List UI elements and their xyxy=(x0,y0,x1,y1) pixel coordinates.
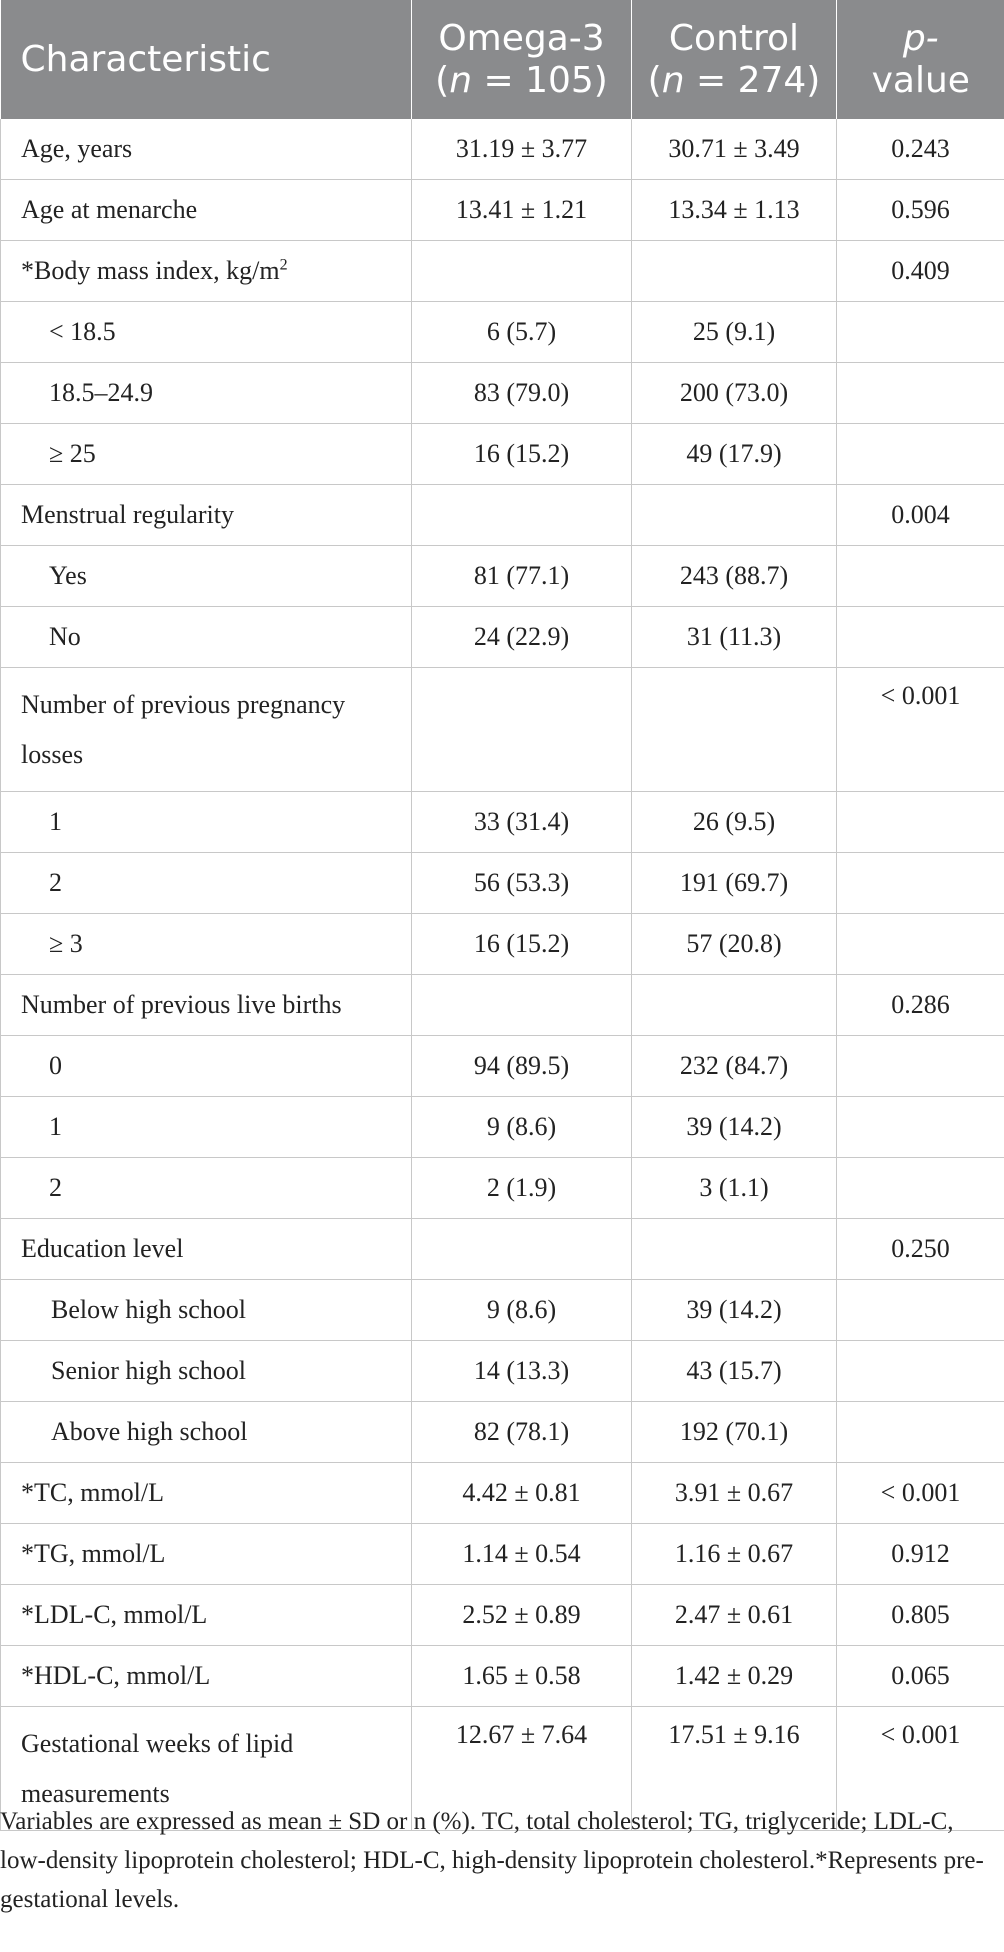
cell-pvalue xyxy=(837,1036,1004,1097)
header-characteristic: Characteristic xyxy=(1,0,412,119)
cell-control: 17.51 ± 9.16 xyxy=(632,1707,837,1831)
cell-pvalue xyxy=(837,424,1004,485)
row-label: 1 xyxy=(1,792,412,853)
row-label: Number of previous pregnancy losses xyxy=(1,668,412,792)
cell-control: 31 (11.3) xyxy=(632,607,837,668)
cell-pvalue xyxy=(837,1097,1004,1158)
cell-pvalue xyxy=(837,546,1004,607)
cell-omega3 xyxy=(412,668,632,792)
row-label: Gestational weeks of lipid measurements xyxy=(1,1707,412,1831)
cell-control: 57 (20.8) xyxy=(632,914,837,975)
cell-pvalue: 0.286 xyxy=(837,975,1004,1036)
row-label: 2 xyxy=(1,853,412,914)
cell-pvalue xyxy=(837,1402,1004,1463)
header-pvalue-line2: value xyxy=(871,59,970,101)
row-label: *LDL-C, mmol/L xyxy=(1,1585,412,1646)
cell-omega3 xyxy=(412,241,632,302)
table-row xyxy=(1,241,1004,302)
cell-pvalue xyxy=(837,853,1004,914)
cell-pvalue: 0.409 xyxy=(837,241,1004,302)
cell-omega3: 16 (15.2) xyxy=(412,914,632,975)
table-row xyxy=(1,1524,1004,1585)
header-pvalue-line1: p- xyxy=(902,17,939,59)
cell-omega3: 6 (5.7) xyxy=(412,302,632,363)
cell-pvalue xyxy=(837,1341,1004,1402)
row-label: Education level xyxy=(1,1219,412,1280)
cell-omega3: 56 (53.3) xyxy=(412,853,632,914)
row-label: Number of previous live births xyxy=(1,975,412,1036)
row-label: Age at menarche xyxy=(1,180,412,241)
table-row xyxy=(1,853,1004,914)
cell-omega3: 4.42 ± 0.81 xyxy=(412,1463,632,1524)
cell-omega3: 1.65 ± 0.58 xyxy=(412,1646,632,1707)
row-label: *TC, mmol/L xyxy=(1,1463,412,1524)
cell-omega3: 83 (79.0) xyxy=(412,363,632,424)
cell-omega3: 24 (22.9) xyxy=(412,607,632,668)
cell-omega3: 31.19 ± 3.77 xyxy=(412,119,632,180)
cell-control: 25 (9.1) xyxy=(632,302,837,363)
cell-omega3 xyxy=(412,1219,632,1280)
cell-pvalue xyxy=(837,1158,1004,1219)
row-label: No xyxy=(1,607,412,668)
header-omega3-name: Omega-3 xyxy=(438,17,605,59)
row-label: 2 xyxy=(1,1158,412,1219)
cell-pvalue xyxy=(837,1280,1004,1341)
table-row xyxy=(1,607,1004,668)
cell-control: 39 (14.2) xyxy=(632,1280,837,1341)
table-row xyxy=(1,1341,1004,1402)
superscript: 2 xyxy=(279,256,288,274)
table-row xyxy=(1,1463,1004,1524)
table-row xyxy=(1,1585,1004,1646)
row-label: Menstrual regularity xyxy=(1,485,412,546)
table-row xyxy=(1,424,1004,485)
cell-omega3: 2 (1.9) xyxy=(412,1158,632,1219)
table-row xyxy=(1,302,1004,363)
row-label: Senior high school xyxy=(1,1341,412,1402)
cell-control: 49 (17.9) xyxy=(632,424,837,485)
row-label: ≥ 3 xyxy=(1,914,412,975)
cell-omega3: 1.14 ± 0.54 xyxy=(412,1524,632,1585)
cell-control xyxy=(632,668,837,792)
cell-pvalue: 0.004 xyxy=(837,485,1004,546)
cell-pvalue xyxy=(837,363,1004,424)
cell-omega3: 94 (89.5) xyxy=(412,1036,632,1097)
cell-control: 30.71 ± 3.49 xyxy=(632,119,837,180)
cell-control: 1.16 ± 0.67 xyxy=(632,1524,837,1585)
cell-control: 26 (9.5) xyxy=(632,792,837,853)
row-label: < 18.5 xyxy=(1,302,412,363)
cell-control: 200 (73.0) xyxy=(632,363,837,424)
row-label: *HDL-C, mmol/L xyxy=(1,1646,412,1707)
cell-pvalue xyxy=(837,792,1004,853)
table-row xyxy=(1,180,1004,241)
cell-pvalue: 0.250 xyxy=(837,1219,1004,1280)
table-row xyxy=(1,119,1004,180)
cell-omega3: 9 (8.6) xyxy=(412,1097,632,1158)
cell-control xyxy=(632,485,837,546)
cell-control: 2.47 ± 0.61 xyxy=(632,1585,837,1646)
cell-pvalue: 0.596 xyxy=(837,180,1004,241)
header-omega3-n: (n = 105) xyxy=(435,59,608,101)
cell-omega3: 14 (13.3) xyxy=(412,1341,632,1402)
cell-pvalue: 0.912 xyxy=(837,1524,1004,1585)
cell-control: 1.42 ± 0.29 xyxy=(632,1646,837,1707)
table-row xyxy=(1,1036,1004,1097)
header-control-n: (n = 274) xyxy=(647,59,821,101)
cell-pvalue xyxy=(837,607,1004,668)
cell-omega3: 9 (8.6) xyxy=(412,1280,632,1341)
cell-control: 13.34 ± 1.13 xyxy=(632,180,837,241)
row-label: *TG, mmol/L xyxy=(1,1524,412,1585)
cell-omega3: 82 (78.1) xyxy=(412,1402,632,1463)
table-row xyxy=(1,546,1004,607)
row-label: ≥ 25 xyxy=(1,424,412,485)
table-header-row xyxy=(1,0,1004,119)
row-label: Below high school xyxy=(1,1280,412,1341)
cell-pvalue: < 0.001 xyxy=(837,668,1004,792)
cell-control: 3.91 ± 0.67 xyxy=(632,1463,837,1524)
cell-omega3: 13.41 ± 1.21 xyxy=(412,180,632,241)
row-label: 18.5–24.9 xyxy=(1,363,412,424)
cell-control xyxy=(632,975,837,1036)
table-row xyxy=(1,914,1004,975)
table-row xyxy=(1,1219,1004,1280)
cell-control xyxy=(632,241,837,302)
cell-control: 3 (1.1) xyxy=(632,1158,837,1219)
cell-omega3 xyxy=(412,975,632,1036)
cell-omega3 xyxy=(412,485,632,546)
cell-pvalue: 0.065 xyxy=(837,1646,1004,1707)
row-label: *Body mass index, $kg/m^2$ xyxy=(1,241,412,302)
cell-control: 232 (84.7) xyxy=(632,1036,837,1097)
cell-control: 43 (15.7) xyxy=(632,1341,837,1402)
table-row xyxy=(1,1097,1004,1158)
table-row xyxy=(1,1402,1004,1463)
cell-control: 191 (69.7) xyxy=(632,853,837,914)
row-label: Age, years xyxy=(1,119,412,180)
table-row xyxy=(1,975,1004,1036)
cell-control: 39 (14.2) xyxy=(632,1097,837,1158)
cell-control: 243 (88.7) xyxy=(632,546,837,607)
table-row xyxy=(1,1280,1004,1341)
cell-control xyxy=(632,1219,837,1280)
cell-omega3: 12.67 ± 7.64 xyxy=(412,1707,632,1831)
cell-omega3: 16 (15.2) xyxy=(412,424,632,485)
table-footnote: Variables are expressed as mean ± SD or n (%). TC, total cholesterol; TG, triglyceride; LDL-C, low-density lipoprotein cholesterol; HDL-C, high-density lipoprotein cholesterol.*Represents pre-gestational levels. xyxy=(0,1808,984,1913)
table-row xyxy=(1,668,1004,792)
cell-pvalue: 0.243 xyxy=(837,119,1004,180)
table-row xyxy=(1,363,1004,424)
header-pvalue xyxy=(837,0,1004,119)
cell-pvalue: < 0.001 xyxy=(837,1463,1004,1524)
header-control xyxy=(632,0,837,119)
row-label: 0 xyxy=(1,1036,412,1097)
table-row xyxy=(1,1158,1004,1219)
table-row xyxy=(1,792,1004,853)
table-row xyxy=(1,1646,1004,1707)
header-omega3 xyxy=(412,0,632,119)
row-label: Yes xyxy=(1,546,412,607)
cell-control: 192 (70.1) xyxy=(632,1402,837,1463)
cell-omega3: 33 (31.4) xyxy=(412,792,632,853)
cell-pvalue: 0.805 xyxy=(837,1585,1004,1646)
table-row xyxy=(1,485,1004,546)
cell-pvalue: < 0.001 xyxy=(837,1707,1004,1831)
cell-pvalue xyxy=(837,302,1004,363)
header-control-name: Control xyxy=(668,17,800,59)
cell-omega3: 2.52 ± 0.89 xyxy=(412,1585,632,1646)
row-label: Above high school xyxy=(1,1402,412,1463)
row-label: 1 xyxy=(1,1097,412,1158)
cell-pvalue xyxy=(837,914,1004,975)
cell-omega3: 81 (77.1) xyxy=(412,546,632,607)
